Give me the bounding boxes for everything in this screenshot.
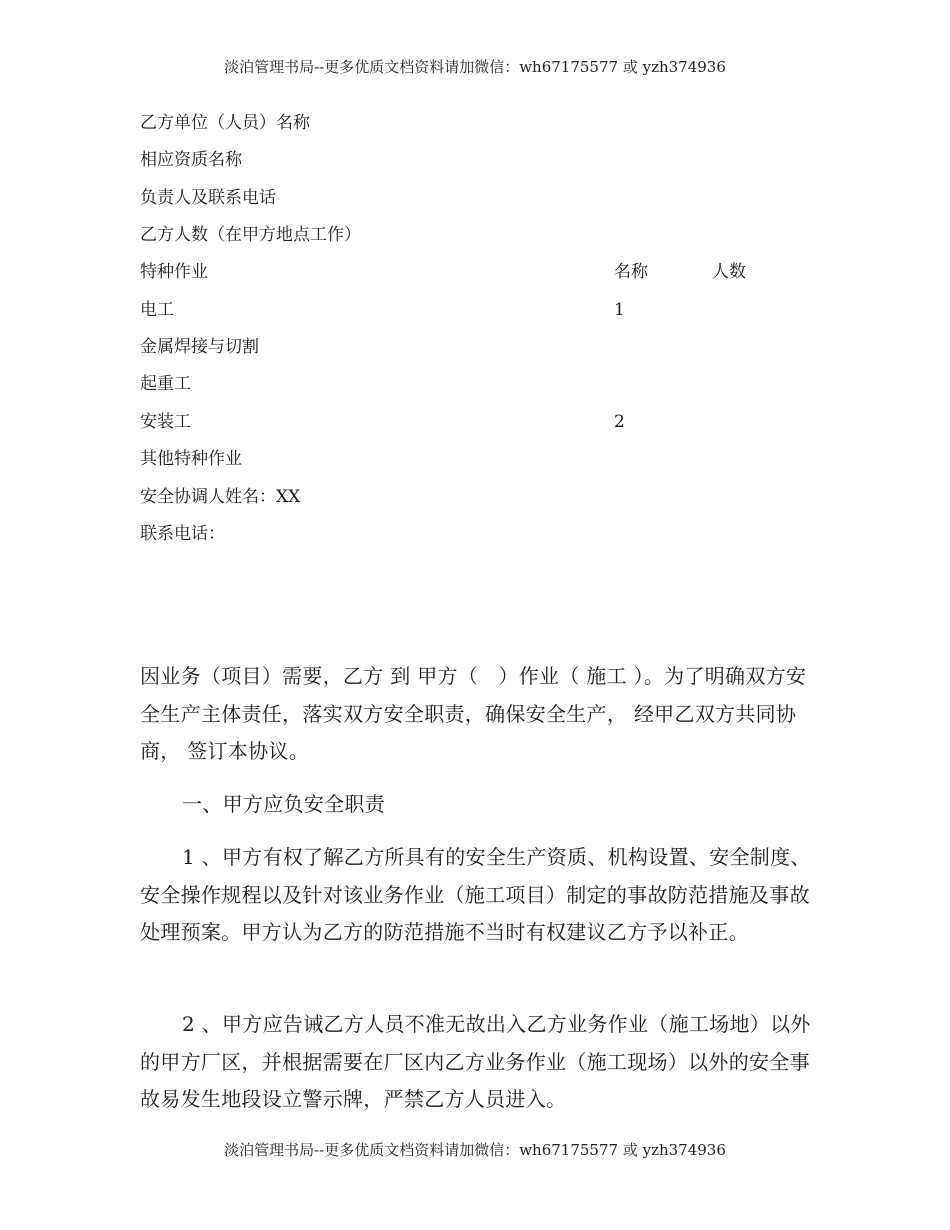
special-work-name: 安装工 (140, 412, 191, 432)
column-count-header: 人数 (712, 262, 746, 282)
footer-watermark: 淡泊管理书局--更多优质文档资料请加微信：wh67175577 或 yzh374936 (224, 1141, 726, 1159)
column-name-header: 名称 (614, 262, 648, 282)
header-watermark: 淡泊管理书局--更多优质文档资料请加微信：wh67175577 或 yzh374936 (224, 58, 726, 76)
special-work-row (140, 298, 820, 322)
contact-label: 负责人及联系电话 (140, 188, 276, 208)
special-work-row (140, 335, 820, 359)
qualification-label: 相应资质名称 (140, 150, 242, 170)
intro-paragraph: 因业务（项目）需要，乙方 到 甲方（ ）作业（ 施工 ）。为了明确双方安全生产主体责任，落实双方安全职责，确保安全生产， 经甲乙双方共同协商， 签订本协议。 (140, 664, 807, 763)
coordinator-label: 安全协调人姓名：XX (140, 487, 301, 507)
special-work-name: 金属焊接与切割 (140, 337, 259, 357)
headcount-label: 乙方人数（在甲方地点工作） (140, 225, 361, 245)
special-work-row (140, 447, 820, 471)
special-work-value: 1 (614, 300, 625, 320)
special-work-row (140, 410, 820, 434)
clause-1-paragraph: 1 、甲方有权了解乙方所具有的安全生产资质、机构设置、安全制度、安全操作规程以及针对该业务作业（施工项目）制定的事故防范措施及事故处理预案。甲方认为乙方的防范措施不当时有权建议乙方予以补正。 (140, 845, 811, 944)
special-work-value: 2 (614, 412, 625, 432)
special-work-name: 电工 (140, 300, 174, 320)
special-work-name: 起重工 (140, 374, 191, 394)
special-work-label: 特种作业 (140, 262, 208, 282)
clause-2-paragraph: 2 、甲方应告诫乙方人员不准无故出入乙方业务作业（施工场地）以外的甲方厂区，并根据需要在厂区内乙方业务作业（施工现场）以外的安全事故易发生地段设立警示牌，严禁乙方人员进入。 (140, 1012, 811, 1111)
party-b-name-label: 乙方单位（人员）名称 (140, 113, 310, 133)
section-1-title: 一、甲方应负安全职责 (182, 792, 385, 816)
special-work-row (140, 372, 820, 396)
phone-label: 联系电话： (140, 524, 225, 544)
special-work-header (140, 260, 820, 284)
special-work-name: 其他特种作业 (140, 449, 242, 469)
